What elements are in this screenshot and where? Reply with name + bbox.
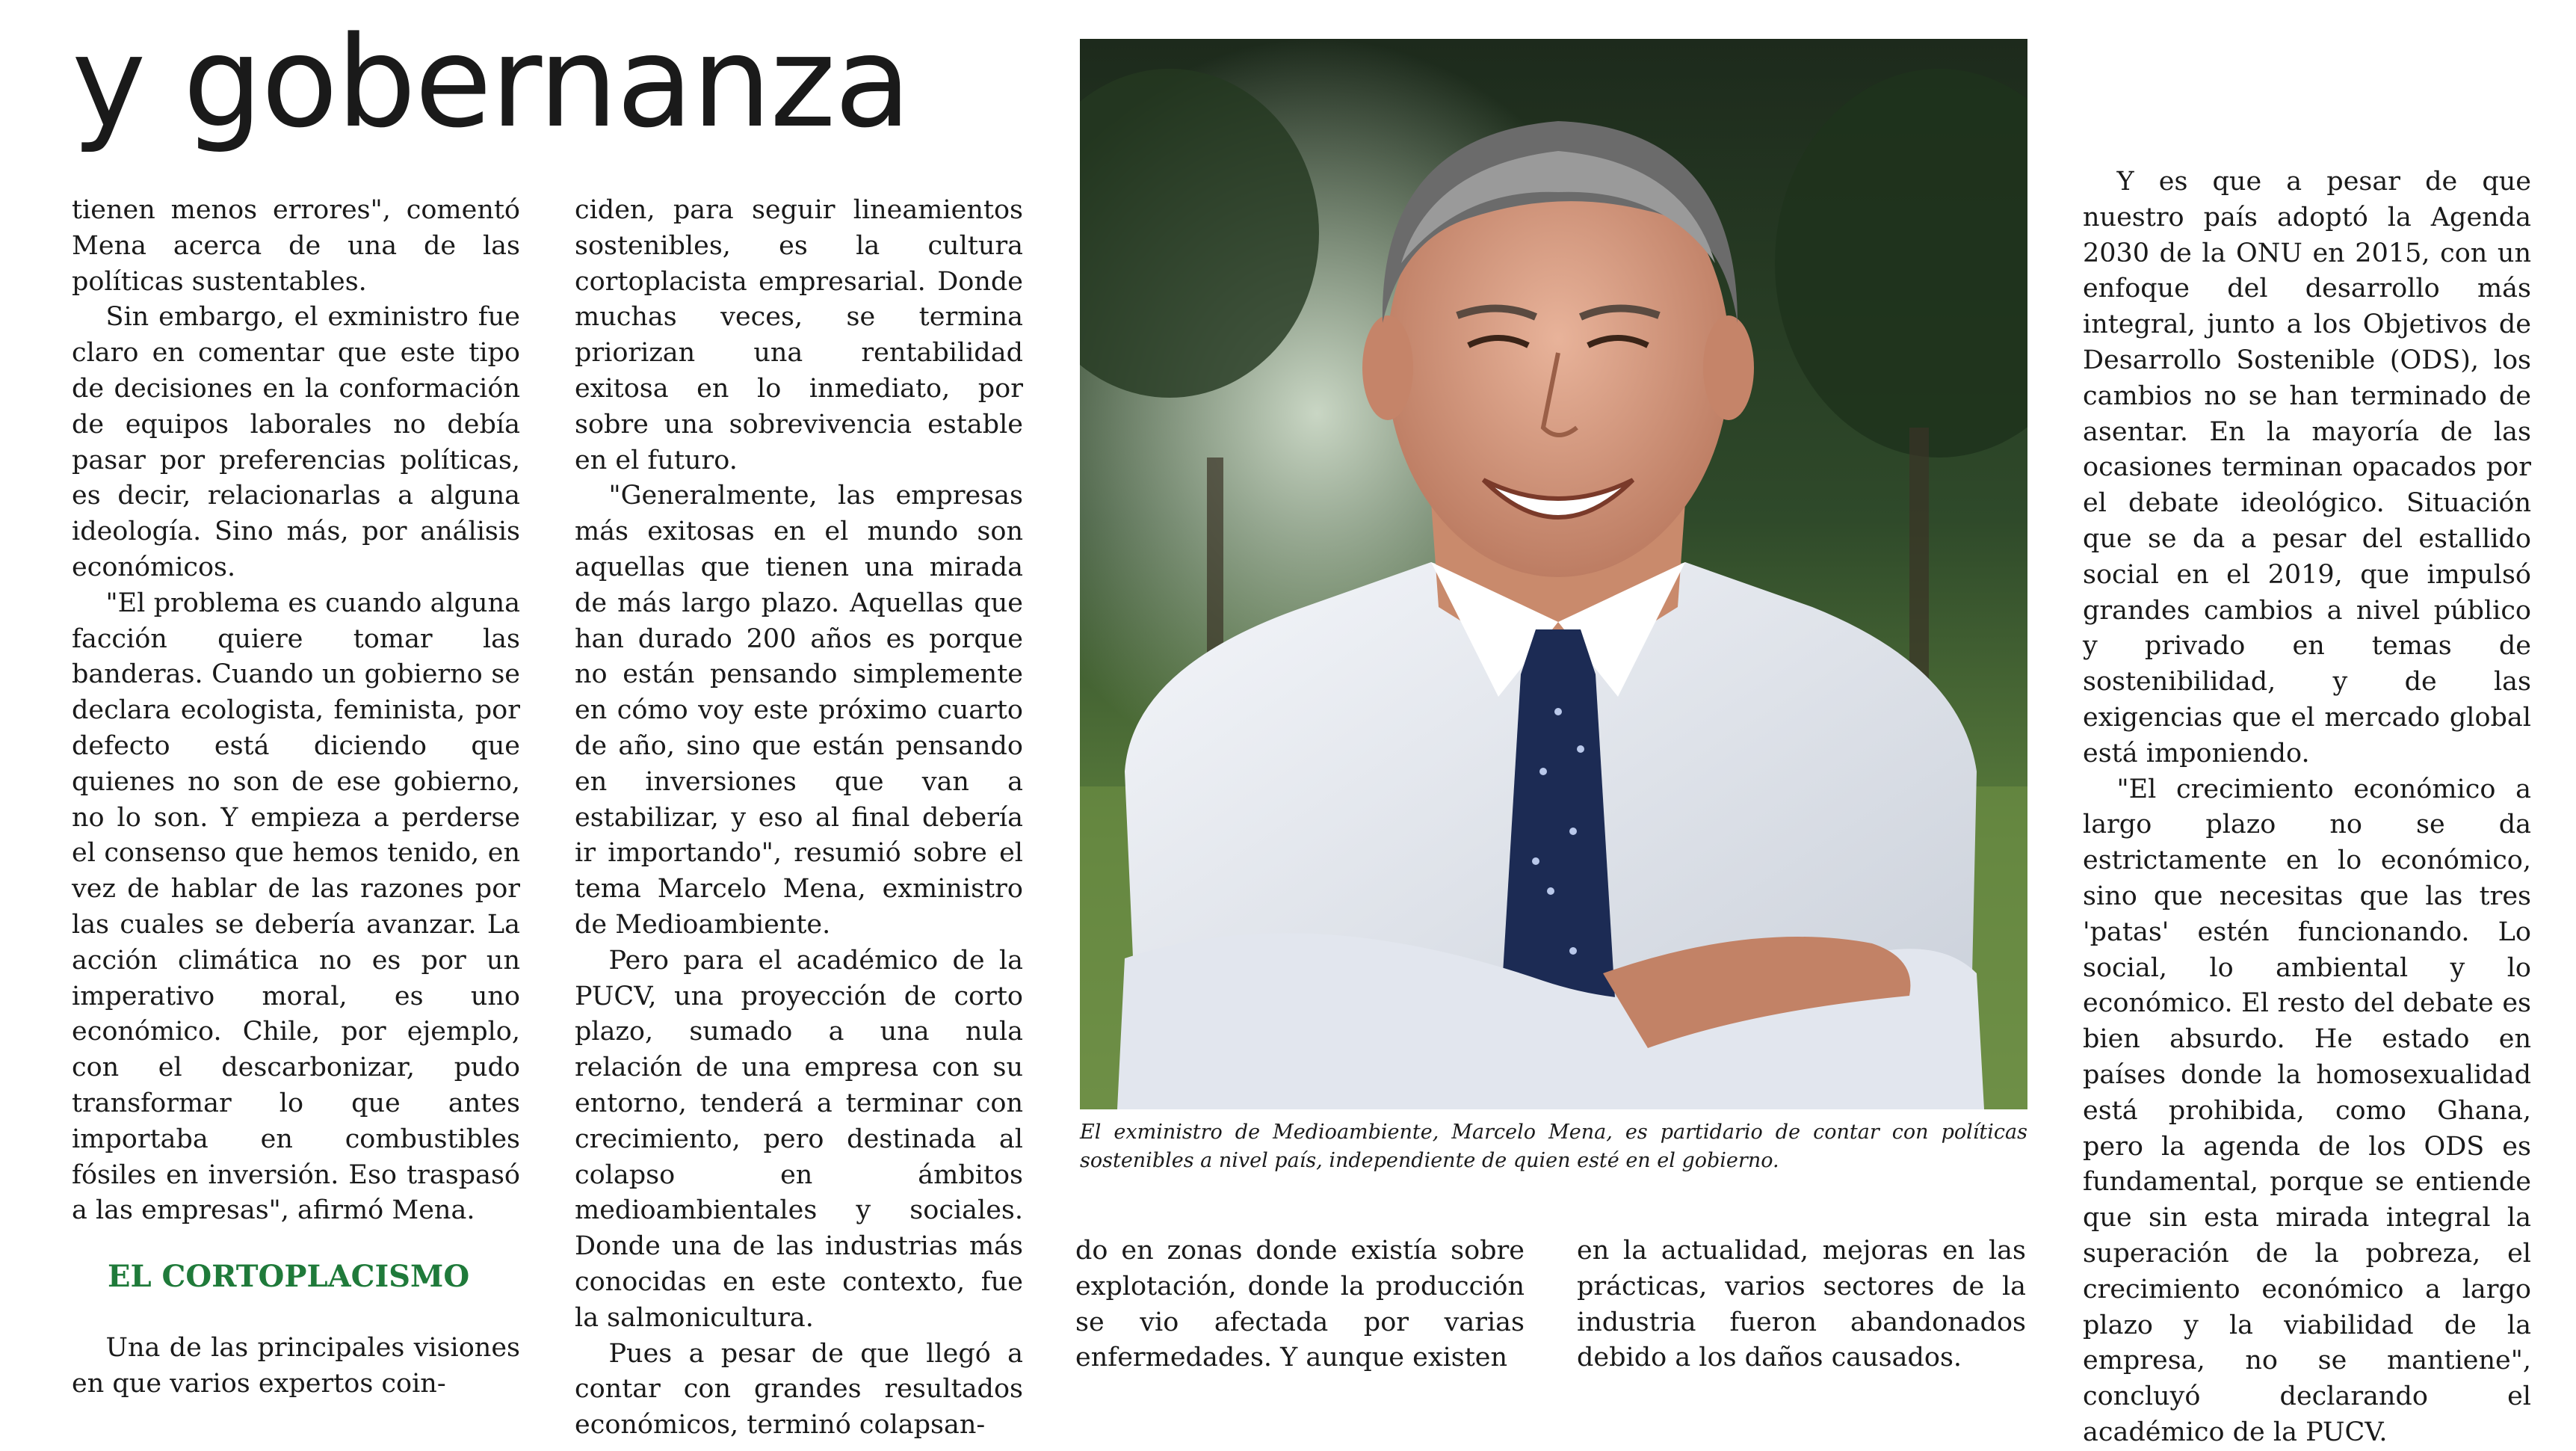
article-column-4	[1577, 1233, 2026, 1376]
paragraph: en la actualidad, mejoras en las prácticas, varios sectores de la industria fueron abandonados debido a los daños causados.	[1577, 1236, 2026, 1373]
article-column-2	[575, 193, 1023, 1444]
paragraph: Pues a pesar de que llegó a contar con grandes resultados económicos, terminó colapsan-	[575, 1338, 1023, 1441]
paragraph: Una de las principales visiones en que varios expertos coin-	[72, 1332, 520, 1399]
headline: y gobernanza	[72, 9, 910, 155]
article-column-3	[1075, 1233, 1525, 1376]
paragraph: do en zonas donde existía sobre explotación, donde la producción se vio afectada por varias enfermedades. Y aunque existen	[1075, 1236, 1525, 1373]
paragraph: Y es que a pesar de que nuestro país adoptó la Agenda 2030 de la ONU en 2015, con un enfoque del desarrollo más integral, junto a los Objetivos de Desarrollo Sostenible (ODS), los cambios no se han terminado de asentar. En la mayoría de las ocasiones terminan opacados por el debate ideológico. Situación que se da a pesar del estallido social en el 2019, que impulsó grandes cambios a nivel público y privado en temas de sostenibilidad, y de las exigencias que el mercado global está imponiendo.	[2083, 167, 2531, 768]
paragraph: Sin embargo, el exministro fue claro en comentar que este tipo de decisiones en la conformación de equipos laborales no debía pasar por preferencias políticas, es decir, relacionarlas a alguna ideología. Sino más, por análisis económicos.	[72, 302, 520, 582]
article-column-1	[72, 193, 520, 1402]
paragraph: tienen menos errores", comentó Mena acerca de una de las políticas sustentables.	[72, 195, 520, 297]
paragraph: "El problema es cuando alguna facción quiere tomar las banderas. Cuando un gobierno se declara ecologista, feminista, por defecto está diciendo que quienes no son de ese gobierno, no lo son. Y empieza a perderse el consenso que hemos tenido, en vez de hablar de las razones por las cuales se debería avanzar. La acción climática no es por un imperativo moral, es uno económico. Chile, por ejemplo, con el descarbonizar, pudo transformar lo que antes importaba en combustibles fósiles en inversión. Eso traspasó a las empresas", afirmó Mena.	[72, 588, 520, 1226]
article-column-5	[2083, 164, 2531, 1451]
portrait-illustration	[1080, 39, 2027, 1109]
paragraph: "El crecimiento económico a largo plazo no se da estrictamente en lo económico, sino que necesitas que las tres 'patas' estén funcionando. Lo social, lo ambiental y lo económico. El resto del debate es bien absurdo. He estado en países donde la homosexualidad está prohibida, como Ghana, pero la agenda de los ODS es fundamental, porque se entiende que sin esta mirada integral la superación de la pobreza, el crecimiento económico a largo plazo y la viabilidad de la empresa, no se mantiene", concluyó declarando el académico de la PUCV.	[2083, 774, 2531, 1447]
photo-caption: El exministro de Medioambiente, Marcelo Mena, es partidario de contar con políticas sostenibles a nivel país, independiente de quien esté en el gobierno.	[1080, 1121, 2027, 1172]
paragraph: ciden, para seguir lineamientos sostenibles, es la cultura cortoplacista empresarial. Donde muchas veces, se termina priorizan una rentabilidad exitosa en lo inmediato, por sobre una sobrevivencia estable en el futuro.	[575, 195, 1023, 475]
paragraph: Pero para el académico de la PUCV, una proyección de corto plazo, sumado a una nula relación de una empresa con su entorno, tenderá a terminar con crecimiento, pero destinada al colapso en ámbitos medioambientales y sociales. Donde una de las industrias más conocidas en este contexto, fue la salmonicultura.	[575, 945, 1023, 1333]
portrait-photo	[1080, 39, 2027, 1109]
section-subhead: EL CORTOPLACISMO	[108, 1259, 470, 1295]
paragraph: "Generalmente, las empresas más exitosas en el mundo son aquellas que tienen una mirada de más largo plazo. Aquellas que han durado 200 años es porque no están pensando simplemente en cómo voy este próximo cuarto de año, sino que están pensando en inversiones que van a estabilizar, y eso al final debería ir importando", resumió sobre el tema Marcelo Mena, exministro de Medioambiente.	[575, 481, 1023, 940]
